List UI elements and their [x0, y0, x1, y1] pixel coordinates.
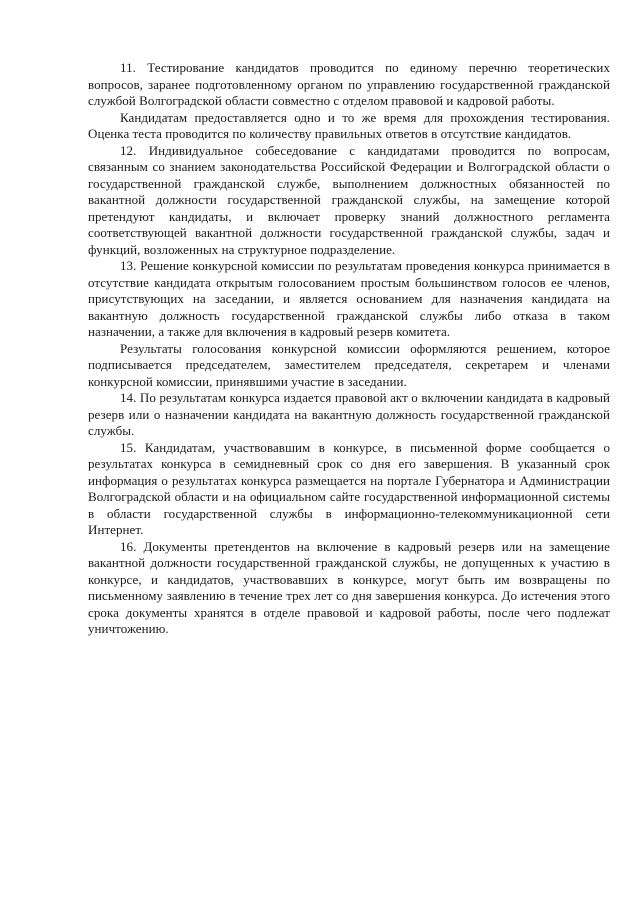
paragraph-13-continued: Результаты голосования конкурсной комиссии оформляются решением, которое подписывается председателем, заместителем председателя, секретарем и членами конкурсной комиссии, принявшими участие в заседании.	[88, 340, 610, 389]
paragraph-11: 11. Тестирование кандидатов проводится по единому перечню теоретических вопросов, заранее подготовленному органом по управлению государственной гражданской службой Волгоградской области совместно с отделом правовой и кадровой работы.	[88, 60, 610, 108]
paragraph-13: 13. Решение конкурсной комиссии по результатам проведения конкурса принимается в отсутствие кандидата открытым голосованием простым большинством голосов ее членов, присутствующих на заседании, и является основанием для назначения кандидата на вакантную должность государственной гражданской службы либо отказа в таком назначении, а также для включения в кадровый резерв комитета.	[88, 258, 610, 339]
paragraph-14: 14. По результатам конкурса издается правовой акт о включении кандидата в кадровый резерв или о назначении кандидата на вакантную должность государственной гражданской службы.	[88, 390, 610, 438]
paragraph-15: 15. Кандидатам, участвовавшим в конкурсе, в письменной форме сообщается о результатах конкурса в семидневный срок со дня его завершения. В указанный срок информация о результатах конкурса размещается на портале Губернатора и Администрации Волгоградской области и на официальном сайте государственной информационной системы в области государственной службы в информационно-телекоммуникационной сети Интернет.	[88, 439, 610, 537]
paragraph-16: 16. Документы претендентов на включение в кадровый резерв или на замещение вакантной должности государственной гражданской службы, не допущенных к участию в конкурсе, и кандидатов, участвовавших в конкурсе, могут быть им возвращены по письменному заявлению в течение трех лет со дня завершения конкурса. До истечения этого срока документы хранятся в отделе правовой и кадровой работы, после чего подлежат уничтожению.	[88, 538, 610, 636]
paragraph-12: 12. Индивидуальное собеседование с кандидатами проводится по вопросам, связанным со знанием законодательства Российской Федерации и Волгоградской области о государственной гражданской службе, выполнением должностных обязанностей по вакантной должности государственной гражданской службы, на замещение которой претендуют кандидаты, и включает проверку знаний должностного регламента соответствующей вакантной должности государственной гражданской службы, задач и функций, возложенных на структурное подразделение.	[88, 142, 610, 257]
document-body	[88, 60, 610, 638]
paragraph-11-continued: Кандидатам предоставляется одно и то же время для прохождения тестирования. Оценка теста проводится по количеству правильных ответов в отсутствие кандидатов.	[88, 109, 610, 141]
